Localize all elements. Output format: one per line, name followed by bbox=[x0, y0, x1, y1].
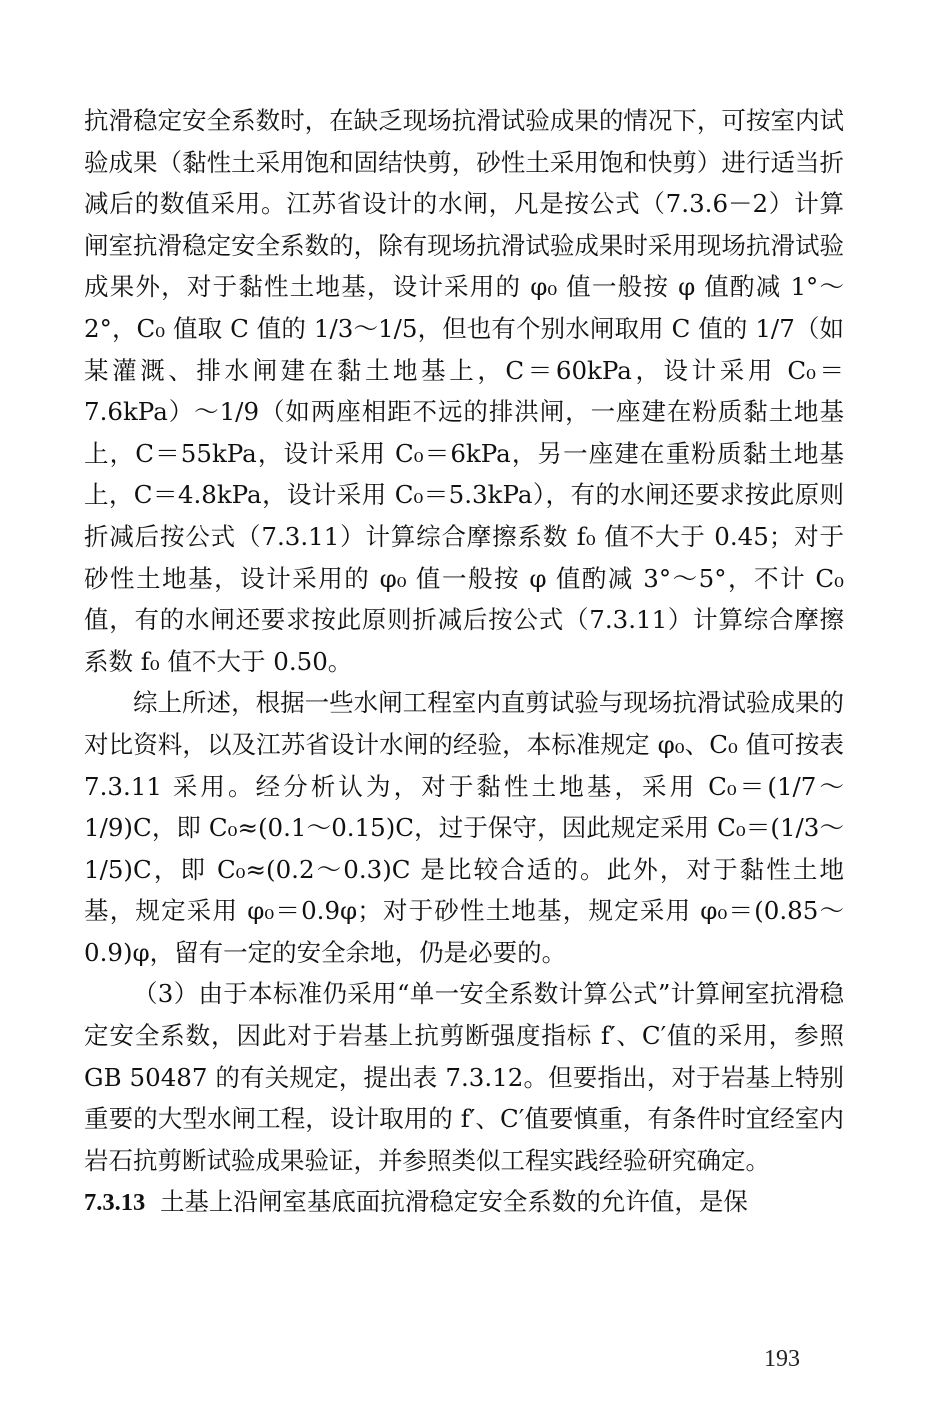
section-text: 土基上沿闸室基底面抗滑稳定安全系数的允许值，是保 bbox=[159, 1187, 748, 1217]
section-7-3-13 bbox=[84, 1181, 844, 1224]
paragraph-3: （3）由于本标准仍采用“单一安全系数计算公式”计算闸室抗滑稳定安全系数，因此对于岩基上抗剪断强度指标 f′、C′值的采用，参照 GB 50487 的有关规定，提出表 7.3.12。但要指出，对于岩基上特别重要的大型水闸工程，设计取用的 f′、C′值要慎重，有条件时宜经室内岩石抗剪断试验成果验证，并参照类似工程实践经验研究确定。 bbox=[84, 979, 844, 1175]
paragraph-2: 综上所述，根据一些水闸工程室内直剪试验与现场抗滑试验成果的对比资料，以及江苏省设计水闸的经验，本标准规定 φ₀、C₀ 值可按表 7.3.11 采用。经分析认为，对于黏性土地基，采用 C₀＝(1/7～1/9)C，即 C₀≈(0.1～0.15)C，过于保守，因此规定采用 C₀＝(1/3～1/5)C，即 C₀≈(0.2～0.3)C 是比较合适的。此外，对于黏性土地基，规定采用 φ₀＝0.9φ；对于砂性土地基，规定采用 φ₀＝(0.85～0.9)φ，留有一定的安全余地，仍是必要的。 bbox=[84, 688, 844, 967]
body-text bbox=[84, 100, 844, 1224]
paragraph-1: 抗滑稳定安全系数时，在缺乏现场抗滑试验成果的情况下，可按室内试验成果（黏性土采用饱和固结快剪，砂性土采用饱和快剪）进行适当折减后的数值采用。江苏省设计的水闸，凡是按公式（7.3.6－2）计算闸室抗滑稳定安全系数的，除有现场抗滑试验成果时采用现场抗滑试验成果外，对于黏性土地基，设计采用的 φ₀ 值一般按 φ 值酌减 1°～2°，C₀ 值取 C 值的 1/3～1/5，但也有个别水闸取用 C 值的 1/7（如某灌溉、排水闸建在黏土地基上，C＝60kPa，设计采用 C₀＝7.6kPa）～1/9（如两座相距不远的排洪闸，一座建在粉质黏土地基上，C＝55kPa，设计采用 C₀＝6kPa，另一座建在重粉质黏土地基上，C＝4.8kPa，设计采用 C₀＝5.3kPa），有的水闸还要求按此原则折减后按公式（7.3.11）计算综合摩擦系数 f₀ 值不大于 0.45；对于砂性土地基，设计采用的 φ₀ 值一般按 φ 值酌减 3°～5°，不计 C₀ 值，有的水闸还要求按此原则折减后按公式（7.3.11）计算综合摩擦系数 f₀ 值不大于 0.50。 bbox=[84, 106, 844, 676]
section-number: 7.3.13 bbox=[84, 1189, 146, 1217]
page-number: 193 bbox=[764, 1346, 800, 1372]
